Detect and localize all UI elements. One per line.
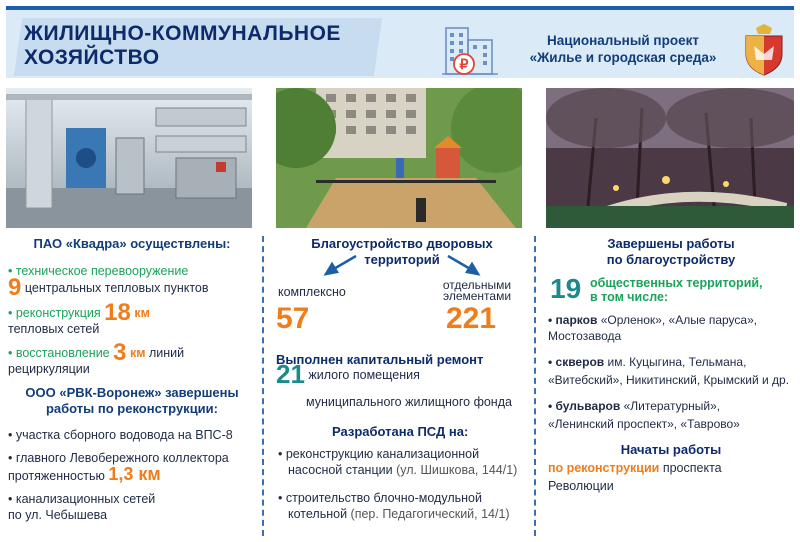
psd-item-1-station: насосной станции — [288, 463, 393, 477]
boulevards-label: • бульваров — [548, 399, 621, 413]
repair-text-2: муниципального жилищного фонда — [306, 395, 512, 409]
page-title — [24, 22, 384, 70]
item-heat-points — [8, 274, 256, 301]
collector-length-value: 1,3 км — [108, 464, 161, 484]
squares-label: • скверов — [548, 355, 605, 369]
reconstruction-number: 18 — [104, 299, 131, 326]
repair-block — [276, 359, 420, 389]
restoration-label: • восстановление — [8, 346, 110, 360]
heading-arrows — [274, 250, 530, 278]
project-line-1: Национальный проект — [547, 33, 699, 48]
improvement-heading — [546, 236, 796, 268]
reconstruction-unit: км — [134, 306, 150, 320]
photo-park — [546, 88, 794, 228]
restoration-number: 3 — [113, 339, 127, 366]
started-text-2: Революции — [548, 479, 614, 493]
restoration-text: линий — [148, 346, 185, 360]
repair-heading: Выполнен капитальный ремонт — [276, 352, 484, 367]
header-banner — [6, 6, 794, 78]
restoration-unit: км — [129, 346, 146, 360]
left-column — [8, 236, 256, 523]
started-text-1: проспекта — [662, 461, 722, 475]
ruble-sign: ₽ — [459, 56, 469, 72]
item-restoration — [8, 339, 256, 366]
recirculation-text: рециркуляции — [8, 362, 90, 376]
squares-text-1: им. Куцыгина, Тельмана, — [607, 355, 747, 369]
arrow-left-head-icon — [326, 264, 337, 274]
item-tech-rearm: • техническое перевооружение — [8, 264, 189, 278]
item-water-pipe: • участка сборного водовода на ВПС-8 — [8, 428, 233, 442]
repair-number: 21 — [276, 359, 305, 389]
boulevards-item — [548, 398, 720, 414]
rvk-heading-line-1: ООО «РВК-Воронеж» завершены — [25, 385, 239, 400]
project-line-2: «Жилье и городская среда» — [529, 50, 717, 65]
territories-number: 19 — [550, 273, 582, 304]
psd-item-2-boiler: котельной — [288, 507, 348, 521]
squares-text-2: «Витебский», Никитинский, Крымский и др. — [548, 373, 790, 387]
collector-length-label: протяженностью — [8, 469, 105, 483]
territories-text-line-2: в том числе: — [590, 290, 669, 304]
improvement-heading-line-2: по благоустройству — [606, 252, 736, 267]
territories-text-line-1: общественных территорий, — [590, 276, 763, 290]
psd-item-1-line-1: • реконструкцию канализационной — [278, 447, 480, 461]
psd-item-2-line-2 — [288, 506, 510, 522]
left-heading: ПАО «Квадра» осуществлены: — [33, 236, 231, 251]
courtyards-heading-line-2: территорий — [364, 252, 440, 267]
psd-item-1-line-2 — [288, 462, 517, 478]
separate-label — [432, 280, 522, 302]
started-heading: Начаты работы — [620, 442, 722, 457]
heat-points-text: центральных тепловых пунктов — [24, 281, 209, 295]
item-collector: • главного Левобережного коллектора — [8, 451, 229, 465]
psd-item-2-line-1: • строительство блочно-модульной — [278, 491, 482, 505]
parks-item — [548, 312, 798, 328]
column-divider-left — [262, 236, 264, 536]
started-item — [548, 460, 722, 476]
boulevards-text-1: «Литературный», — [623, 399, 721, 413]
middle-column — [274, 236, 530, 521]
building-ruble-icon — [440, 22, 502, 78]
territories-text — [590, 276, 763, 304]
started-label: по реконструкции — [548, 461, 660, 475]
reconstruction-label: • реконструкция — [8, 306, 101, 320]
rvk-heading — [8, 385, 256, 417]
national-project — [518, 32, 728, 66]
parks-label: • парков — [548, 313, 598, 327]
photo-courtyard — [276, 88, 522, 228]
right-column — [546, 236, 796, 493]
collector-length — [8, 466, 256, 484]
psd-item-1-address: (ул. Шишкова, 144/1) — [396, 463, 518, 477]
psd-item-2-address: (пер. Педагогический, 14/1) — [350, 507, 510, 521]
separate-label-line-1: отдельными — [442, 278, 512, 292]
column-divider-right — [534, 236, 536, 536]
heat-points-number: 9 — [8, 274, 22, 301]
parks-text-2: Мостозавода — [548, 329, 622, 343]
separate-label-line-2: элементами — [442, 289, 512, 303]
psd-heading: Разработана ПСД на: — [332, 424, 469, 439]
parks-text-1: «Орленок», «Алые паруса», — [600, 313, 758, 327]
boulevards-text-2: «Ленинский проспект», «Таврово» — [548, 417, 740, 431]
photo-heat-station — [6, 88, 252, 228]
coat-of-arms-icon — [742, 24, 786, 76]
repair-text-1: жилого помещения — [308, 368, 420, 382]
separate-number: 221 — [446, 302, 497, 335]
arrow-right-head-icon — [467, 264, 478, 274]
title-line-2: ХОЗЯЙСТВО — [24, 46, 160, 69]
heat-networks-text: тепловых сетей — [8, 322, 100, 336]
title-line-1: ЖИЛИЩНО-КОММУНАЛЬНОЕ — [24, 22, 341, 45]
item-reconstruction — [8, 299, 256, 326]
squares-item — [548, 354, 746, 370]
rvk-heading-line-2: работы по реконструкции: — [45, 401, 218, 416]
improvement-heading-line-1: Завершены работы — [607, 236, 735, 251]
complex-label: комплексно — [278, 285, 346, 299]
complex-number: 57 — [276, 302, 310, 335]
courtyards-heading-line-1: Благоустройство дворовых — [311, 236, 493, 251]
item-sewer: • канализационных сетей — [8, 492, 156, 506]
sewer-street: по ул. Чебышева — [8, 508, 108, 522]
